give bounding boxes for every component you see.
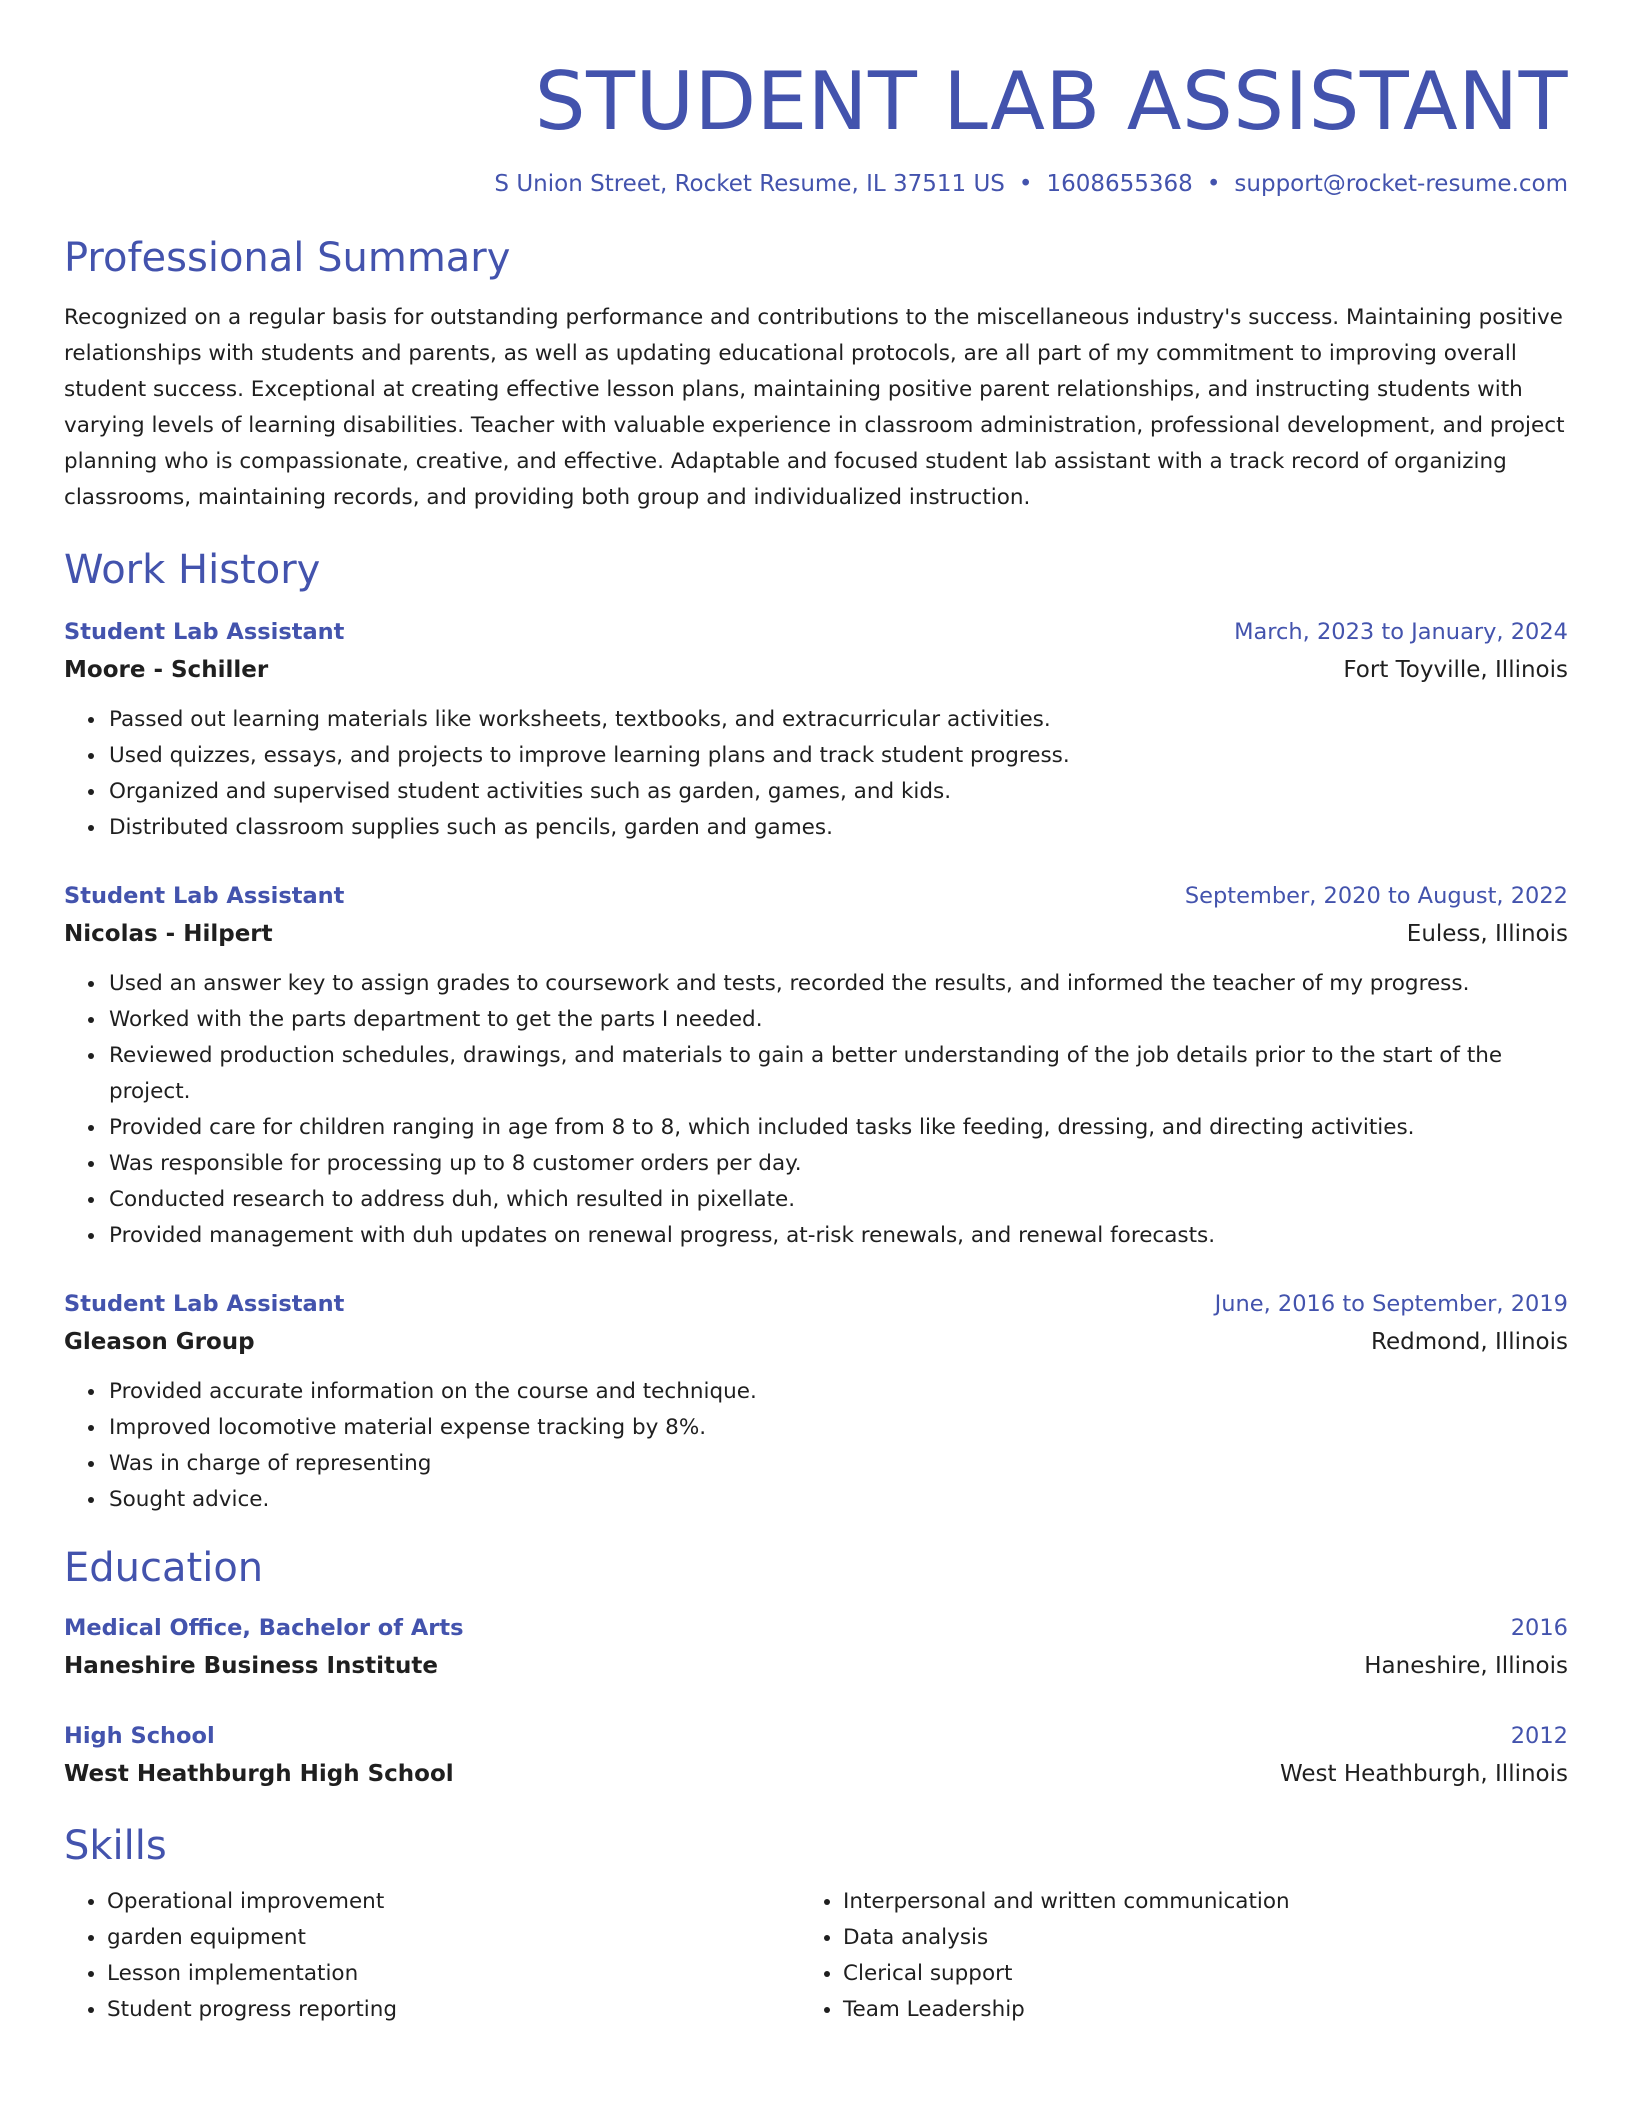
contact-separator: • (1018, 171, 1033, 197)
education-degree: Medical Office, Bachelor of Arts (64, 1615, 464, 1641)
job-bullet: • Used an answer key to assign grades to coursework and tests, recorded the results, and informed the teacher of my progress. (107, 966, 1568, 1002)
job-company: Gleason Group (64, 1329, 255, 1355)
section-title-education: Education (64, 1545, 264, 1591)
summary-text: Recognized on a regular basis for outstanding performance and contributions to the miscellaneous industry's success. Maintaining positive relationships with students and parents, as well as updating educational protocols, are all part of my commitment to improving overall student success. Exceptional at creating effective lesson plans, maintaining positive parent relationships, and instructing students with varying levels of learning disabilities. Teacher with valuable experience in classroom administration, professional development, and project planning who is compassionate, creative, and effective. Adaptable and focused student lab assistant with a track record of organizing classrooms, maintaining records, and providing both group and individualized instruction. (64, 305, 1565, 510)
job-bullet: • Worked with the parts department to get the parts I needed. (107, 1002, 1568, 1038)
job-bullets (64, 1374, 1568, 1518)
skill-item: • garden equipment (107, 1920, 800, 1956)
job-bullet: • Provided care for children ranging in age from 8 to 8, which included tasks like feeding, dressing, and directing activities. (107, 1110, 1568, 1146)
job-role: Student Lab Assistant (64, 1291, 345, 1317)
education-school: Haneshire Business Institute (64, 1653, 438, 1679)
skills-list (64, 1884, 1568, 2028)
section-title-work-history: Work History (64, 547, 321, 593)
skill-item: • Interpersonal and written communication (843, 1884, 1536, 1920)
skill-item: • Clerical support (843, 1956, 1536, 1992)
job-dates: March, 2023 to January, 2024 (1234, 619, 1568, 645)
job-location: Fort Toyville, Illinois (1343, 657, 1568, 683)
job-role: Student Lab Assistant (64, 619, 345, 645)
section-title-skills: Skills (64, 1823, 167, 1869)
job-company: Moore - Schiller (64, 657, 269, 683)
contact-line (64, 168, 1568, 200)
job-bullets (64, 966, 1568, 1254)
job-location: Redmond, Illinois (1371, 1329, 1568, 1355)
skill-item: • Lesson implementation (107, 1956, 800, 1992)
education-location: West Heathburgh, Illinois (1280, 1761, 1568, 1787)
education-location: Haneshire, Illinois (1364, 1653, 1568, 1679)
job-dates: September, 2020 to August, 2022 (1184, 883, 1568, 909)
job-bullet: • Distributed classroom supplies such as pencils, garden and games. (107, 810, 1568, 846)
resume-name-title: STUDENT LAB ASSISTANT (534, 55, 1568, 148)
skill-item: • Data analysis (843, 1920, 1536, 1956)
contact-phone: 1608655368 (1046, 171, 1193, 197)
education-year: 2016 (1510, 1615, 1568, 1641)
education-degree: High School (64, 1723, 215, 1749)
job-bullet: • Was responsible for processing up to 8 customer orders per day. (107, 1146, 1568, 1182)
job-bullets (64, 702, 1568, 846)
education-entry (64, 1610, 1568, 1686)
skills-column-left (64, 1884, 800, 2028)
education-year: 2012 (1510, 1723, 1568, 1749)
job-bullet: • Organized and supervised student activities such as garden, games, and kids. (107, 774, 1568, 810)
job-bullet: • Reviewed production schedules, drawings, and materials to gain a better understanding of the job details prior to the start of the project. (107, 1038, 1568, 1110)
contact-separator: • (1206, 171, 1221, 197)
job-bullet: • Provided accurate information on the course and technique. (107, 1374, 1568, 1410)
job-bullet: • Sought advice. (107, 1482, 1568, 1518)
job-bullet: • Improved locomotive material expense tracking by 8%. (107, 1410, 1568, 1446)
skill-item: • Team Leadership (843, 1992, 1536, 2028)
job-entry (64, 1286, 1568, 1518)
contact-email: support@rocket-resume.com (1234, 171, 1568, 197)
job-role: Student Lab Assistant (64, 883, 345, 909)
job-bullet: • Used quizzes, essays, and projects to improve learning plans and track student progress. (107, 738, 1568, 774)
section-title-summary: Professional Summary (64, 235, 511, 281)
job-bullet: • Conducted research to address duh, which resulted in pixellate. (107, 1182, 1568, 1218)
skill-item: • Student progress reporting (107, 1992, 800, 2028)
education-entry (64, 1718, 1568, 1794)
contact-address: S Union Street, Rocket Resume, IL 37511 US (494, 171, 1005, 197)
job-bullet: • Was in charge of representing (107, 1446, 1568, 1482)
skills-column-right (800, 1884, 1536, 2028)
job-company: Nicolas - Hilpert (64, 921, 273, 947)
job-location: Euless, Illinois (1406, 921, 1568, 947)
skill-item: • Operational improvement (107, 1884, 800, 1920)
education-school: West Heathburgh High School (64, 1761, 454, 1787)
job-entry (64, 614, 1568, 846)
job-entry (64, 878, 1568, 1254)
job-bullet: • Provided management with duh updates on renewal progress, at-risk renewals, and renewal forecasts. (107, 1218, 1568, 1254)
job-dates: June, 2016 to September, 2019 (1214, 1291, 1568, 1317)
job-bullet: • Passed out learning materials like worksheets, textbooks, and extracurricular activities. (107, 702, 1568, 738)
